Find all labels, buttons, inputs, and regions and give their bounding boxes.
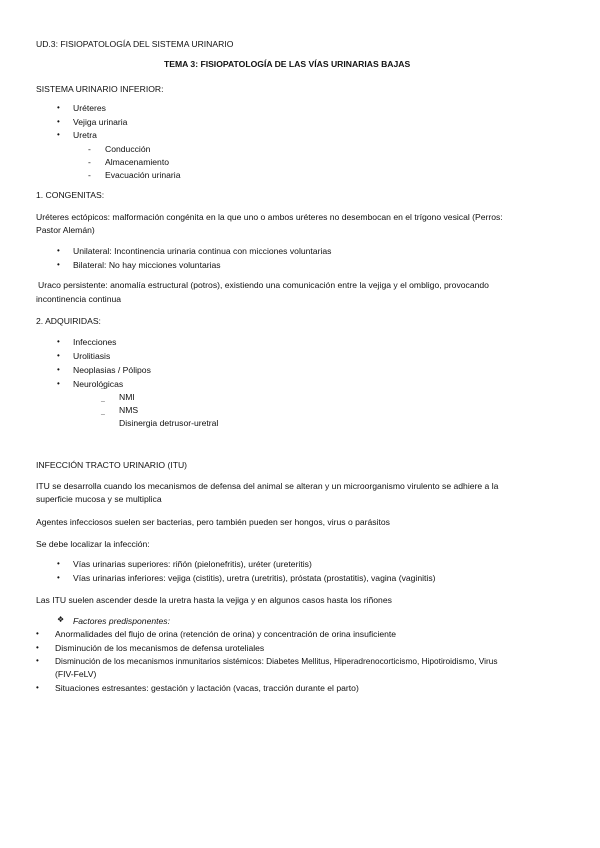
sub-list-item: Almacenamiento [105,157,170,167]
section-heading-itu: INFECCIÓN TRACTO URINARIO (ITU) [36,460,188,470]
paragraph-line: incontinencia continua [36,294,122,304]
dash-icon: - [88,157,91,167]
list-item-continuation: (FIV-FeLV) [55,669,97,679]
list-item: Uretra [73,130,97,140]
paragraph-line: superficie mucosa y se multiplica [36,494,162,504]
paragraph-line: Las ITU suelen ascender desde la uretra hasta la vejiga y en algunos casos hasta los riñones [36,595,392,605]
bullet-icon: • [36,629,39,638]
dash-icon: - [88,170,91,180]
list-item: Vías urinarias inferiores: vejiga (cistitis), uretra (uretritis), próstata (prostatitis), vagina (vaginitis) [73,573,436,583]
bullet-icon: • [57,337,60,346]
list-item: Anormalidades del flujo de orina (retención de orina) y concentración de orina insuficiente [55,629,397,639]
dash-icon: ¯ [101,402,105,409]
bullet-icon: • [57,559,60,568]
dash-icon: ¯ [101,415,105,422]
paragraph-line: Se debe localizar la infección: [36,539,150,549]
sub-list-item: Evacuación urinaria [105,170,181,180]
sub-list-item: Disinergia detrusor-uretral [119,418,219,428]
paragraph-line: Uréteres ectópicos: malformación congénita en la que uno o ambos uréteres no desembocan en el trígono vesical (Perros: [36,212,503,222]
bullet-icon: • [57,117,60,126]
unit-header: UD.3: FISIOPATOLOGÍA DEL SISTEMA URINARIO [36,39,234,49]
list-item: Infecciones [73,337,117,347]
bullet-icon: • [57,351,60,360]
section-heading-adquiridas: 2. ADQUIRIDAS: [36,316,101,326]
factores-heading: Factores predisponentes: [73,616,170,626]
sub-list-item: NMS [119,405,139,415]
bullet-icon: • [57,573,60,582]
paragraph-line: ITU se desarrolla cuando los mecanismos de defensa del animal se alteran y un microorganismo virulento se adhiere a la [36,481,499,491]
sub-list-item: Conducción [105,144,151,154]
list-item: Vías urinarias superiores: riñón (pielonefritis), uréter (ureteritis) [73,559,312,569]
paragraph-line: Agentes infecciosos suelen ser bacterias, pero también pueden ser hongos, virus o parásitos [36,517,390,527]
bullet-icon: • [57,103,60,112]
bullet-icon: • [57,260,60,269]
paragraph-line: Pastor Alemán) [36,225,95,235]
list-item: Disminución de los mecanismos de defensa uroteliales [55,643,265,653]
dash-icon: ¯ [101,389,105,396]
list-item: Unilateral: Incontinencia urinaria continua con micciones voluntarias [73,246,332,256]
sub-list-item: NMI [119,392,135,402]
bullet-icon: • [57,365,60,374]
list-item: Uréteres [73,103,106,113]
bullet-icon: • [57,130,60,139]
paragraph-line: Uraco persistente: anomalía estructural (potros), existiendo una comunicación entre la vejiga y el ombligo, provocando [38,280,489,290]
list-item: Situaciones estresantes: gestación y lactación (vacas, tracción durante el parto) [55,683,359,693]
list-item: Urolitiasis [73,351,111,361]
dash-icon: - [88,144,91,154]
section-heading-congenitas: 1. CONGENITAS: [36,190,105,200]
page-title: TEMA 3: FISIOPATOLOGÍA DE LAS VÍAS URINARIAS BAJAS [164,59,411,69]
list-item: Neoplasias / Pólipos [73,365,151,375]
bullet-icon: • [36,683,39,692]
list-item: Neurológicas [73,379,124,389]
section-heading-sistema: SISTEMA URINARIO INFERIOR: [36,84,164,94]
list-item: Disminución de los mecanismos inmunitarios sistémicos: Diabetes Mellitus, Hiperadrenocorticismo, Hipotiroidismo, Virus [55,656,498,666]
bullet-icon: • [36,656,39,665]
list-item: Vejiga urinaria [73,117,128,127]
list-item: Bilateral: No hay micciones voluntarias [73,260,221,270]
bullet-icon: • [57,379,60,388]
bullet-icon: • [57,246,60,255]
diamond-bullet-icon: ❖ [57,615,65,624]
bullet-icon: • [36,643,39,652]
